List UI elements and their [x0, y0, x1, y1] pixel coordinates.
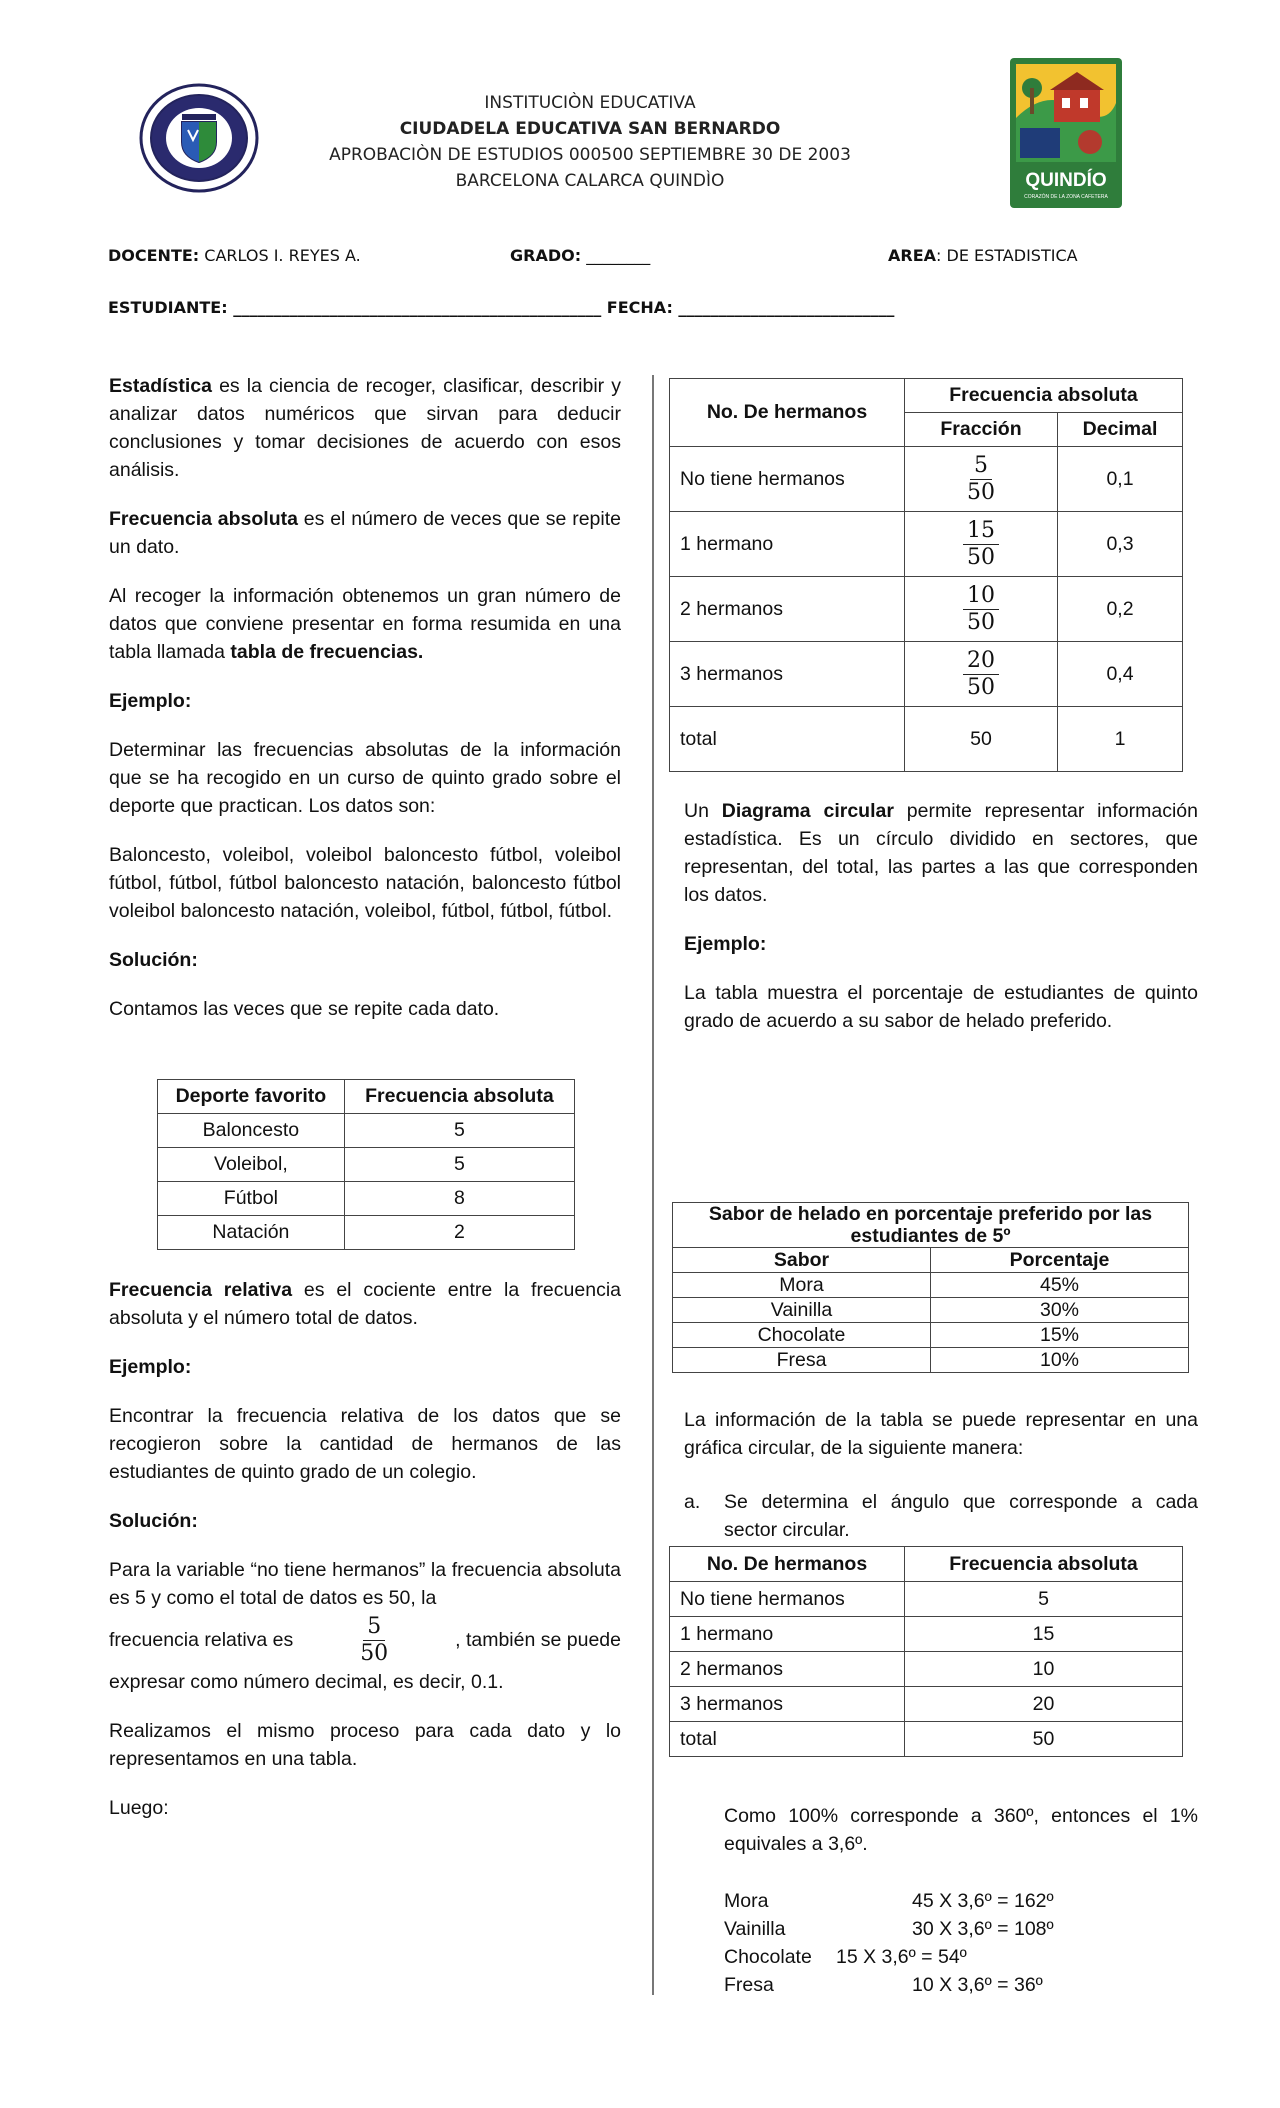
quindio-logo-wordmark: QUINDÍO: [1025, 170, 1107, 191]
table-cell: 20: [905, 1687, 1183, 1722]
calc-expr: 45 X 3,6º = 162º: [912, 1890, 1054, 1912]
calc-row-vainilla: [724, 1915, 785, 1943]
table-cell: [905, 577, 1058, 642]
area-value: : DE ESTADISTICA: [936, 246, 1078, 265]
calc-row-chocolate: [724, 1943, 812, 1971]
table-row: [673, 1298, 1189, 1323]
table-row: [670, 1617, 1183, 1652]
grado-field: [510, 246, 650, 265]
calc-label: Fresa: [724, 1974, 774, 1996]
def-estadistica: [109, 372, 621, 484]
column-divider: [652, 375, 654, 1995]
calc-expr-fresa: [912, 1971, 1043, 1999]
term-estadistica: Estadística: [109, 375, 212, 397]
table-header-cell: Porcentaje: [931, 1248, 1189, 1273]
table-header-cell: Frecuencia absoluta: [905, 1547, 1183, 1582]
header-line-3: APROBACIÒN DE ESTUDIOS 000500 SEPTIEMBRE 30 DE 2003: [329, 145, 851, 165]
def-estadistica-text: es la ciencia de recoger, clasificar, describir y analizar datos numéricos que sirvan para deducir conclusiones y tomar decisiones de acuerdo con esos análisis.: [109, 375, 621, 481]
table-cell: 0,4: [1058, 642, 1183, 707]
calc-row-mora: [724, 1887, 768, 1915]
fraction: [963, 583, 999, 636]
solucion-1-heading: [109, 946, 621, 974]
solucion-2-label: Solución:: [109, 1510, 198, 1532]
table-cell: 2 hermanos: [670, 1652, 905, 1687]
table-cell: 15%: [931, 1323, 1189, 1348]
table-row: [670, 577, 1183, 642]
institution-header: [300, 90, 880, 194]
ejemplo-3-label: Ejemplo:: [684, 933, 767, 955]
table-row: [670, 1722, 1183, 1757]
docente-field: [108, 246, 361, 265]
table-cell: [905, 642, 1058, 707]
table-cell: Voleibol,: [158, 1148, 345, 1182]
info-section: [684, 1406, 1198, 1462]
realizamos-text: Realizamos el mismo proceso para cada dato y lo representamos en una tabla.: [109, 1720, 621, 1770]
fraction-numerator: 15: [963, 518, 999, 545]
step-a-text: Se determina el ángulo que corresponde a cada sector circular.: [724, 1491, 1198, 1541]
table-header-cell: Decimal: [1058, 413, 1183, 447]
luego-text: Luego:: [109, 1797, 169, 1819]
table-cell: 0,3: [1058, 512, 1183, 577]
def-frecuencia-absoluta-text: es el número de veces que se repite un dato.: [109, 508, 621, 558]
diagrama-circular-section: [684, 797, 1198, 1035]
table-header-cell: Deporte favorito: [158, 1080, 345, 1114]
estudiante-field: [108, 298, 894, 317]
table-cell: 5: [344, 1148, 574, 1182]
info-text: La información de la tabla se puede representar en una gráfica circular, de la siguiente manera:: [684, 1409, 1198, 1459]
table-cell: Baloncesto: [158, 1114, 345, 1148]
fraction-denominator: 50: [967, 674, 995, 700]
fraction-numerator: 10: [963, 583, 999, 610]
table-header-row: [670, 1547, 1183, 1582]
table-row: [673, 1348, 1189, 1373]
calc-expr: 30 X 3,6º = 108º: [912, 1918, 1054, 1940]
table-row: [670, 1582, 1183, 1617]
calc-label: Chocolate: [724, 1946, 812, 1968]
table-header-cell: No. De hermanos: [670, 379, 905, 447]
fraction-numerator: 5: [363, 1614, 385, 1641]
calc-expr-mora: [912, 1887, 1054, 1915]
def-frecuencia-relativa: [109, 1276, 621, 1332]
ejemplo-3-heading: [684, 930, 1198, 958]
para-variable-line-2: [109, 1612, 621, 1668]
table-header-cell: Frecuencia absoluta: [344, 1080, 574, 1114]
fraction: [967, 453, 995, 506]
table-header-row: [673, 1203, 1189, 1248]
table-row: [158, 1182, 575, 1216]
estudiante-value: ______________________________________________: [233, 298, 602, 317]
def-diagrama-circular: [684, 797, 1198, 909]
ejemplo-2-text: Encontrar la frecuencia relativa de los datos que se recogieron sobre la cantidad de hermanos de las estudiantes de quinto grado de un colegio.: [109, 1405, 621, 1483]
left-column-bottom: [109, 1276, 621, 1822]
table-cell: 3 hermanos: [670, 642, 905, 707]
table-cell: 50: [905, 1722, 1183, 1757]
ejemplo-2-label: Ejemplo:: [109, 1356, 192, 1378]
table-cell: Natación: [158, 1216, 345, 1250]
table-header-cell: Fracción: [905, 413, 1058, 447]
fraction: [963, 518, 999, 571]
school-crest-logo: [138, 82, 260, 194]
calc-row-fresa: [724, 1971, 774, 1999]
table-cell: [905, 512, 1058, 577]
table-cell: 1 hermano: [670, 1617, 905, 1652]
table-cell: 30%: [931, 1298, 1189, 1323]
hermanos-fraction-table: [669, 378, 1183, 772]
def-frecuencia-relativa-text: es el cociente entre la frecuencia absoluta y el número total de datos.: [109, 1279, 621, 1329]
fraction-denominator: 50: [967, 479, 995, 505]
def-frecuencia-absoluta: [109, 505, 621, 561]
table-cell: 5: [905, 1582, 1183, 1617]
calc-label: Vainilla: [724, 1918, 786, 1940]
term-diagrama-circular: Diagrama circular: [721, 800, 894, 822]
para-variable-line-3: expresar como número decimal, es decir, 0.1.: [109, 1671, 504, 1693]
table-cell: 1: [1058, 707, 1183, 772]
table-cell: total: [670, 707, 905, 772]
grado-value: ________: [586, 246, 651, 265]
tambien-text: , también se puede: [455, 1629, 621, 1651]
step-a-marker: a.: [684, 1491, 701, 1513]
table-row: [673, 1323, 1189, 1348]
datos-list: Baloncesto, voleibol, voleibol baloncesto fútbol, voleibol fútbol, fútbol, fútbol baloncesto natación, baloncesto fútbol voleibol baloncesto natación, voleibol, fútbol, fútbol, fútbol.: [109, 844, 621, 922]
table-header-cell: Frecuencia absoluta: [905, 379, 1183, 413]
table-cell: 15: [905, 1617, 1183, 1652]
table-cell: 45%: [931, 1273, 1189, 1298]
term-tabla-frecuencias: tabla de frecuencias.: [230, 641, 424, 663]
calc-expr: 15 X 3,6º = 54º: [836, 1946, 967, 1968]
ejemplo-3-text: La tabla muestra el porcentaje de estudiantes de quinto grado de acuerdo a su sabor de helado preferido.: [684, 982, 1198, 1032]
term-frecuencia-relativa: Frecuencia relativa: [109, 1279, 293, 1301]
fraction-numerator: 5: [970, 453, 992, 480]
diag-pre-text: Un: [684, 800, 722, 822]
fraction-denominator: 50: [360, 1640, 389, 1666]
solucion-2-heading: [109, 1507, 621, 1535]
table-row: [670, 1652, 1183, 1687]
table-row: [670, 512, 1183, 577]
fraction-denominator: 50: [967, 544, 995, 570]
table-title-cell: Sabor de helado en porcentaje preferido por las estudiantes de 5º: [673, 1203, 1189, 1248]
intro-tabla-frecuencias: [109, 582, 621, 666]
docente-value: CARLOS I. REYES A.: [204, 246, 361, 265]
table-cell: Fútbol: [158, 1182, 345, 1216]
table-cell: 50: [905, 707, 1058, 772]
left-column-top: [109, 372, 621, 1023]
docente-label: DOCENTE:: [108, 246, 200, 265]
table-cell: 2 hermanos: [670, 577, 905, 642]
calc-expr: 10 X 3,6º = 36º: [912, 1974, 1043, 1996]
hermanos-frequency-table: [669, 1546, 1183, 1757]
header-line-4: BARCELONA CALARCA QUINDÌO: [455, 171, 725, 191]
helado-percentage-table: [672, 1202, 1189, 1373]
ejemplo-1-text: Determinar las frecuencias absolutas de la información que se ha recogido en un curso de quinto grado sobre el deporte que practican. Los datos son:: [109, 739, 621, 817]
calc-expr-vainilla: [912, 1915, 1054, 1943]
fraction: [963, 648, 999, 701]
table-header-cell: No. De hermanos: [670, 1547, 905, 1582]
table-row: [670, 707, 1183, 772]
table-cell: total: [670, 1722, 905, 1757]
quindio-logo-tagline: CORAZÓN DE LA ZONA CAFETERA: [1024, 194, 1108, 200]
table-header-row: [673, 1248, 1189, 1273]
fecha-label: FECHA:: [606, 298, 673, 317]
intro-text: Al recoger la información obtenemos un gran número de datos que conviene presentar en forma resumida en una tabla llamada: [109, 585, 621, 663]
area-label: AREA: [888, 246, 937, 265]
table-cell: 2: [344, 1216, 574, 1250]
table-row: [670, 642, 1183, 707]
como-section: [724, 1802, 1198, 1858]
table-header-cell: Sabor: [673, 1248, 931, 1273]
para-variable-line-1: Para la variable “no tiene hermanos” la frecuencia absoluta es 5 y como el total de datos es 50, la: [109, 1559, 621, 1609]
grado-label: GRADO:: [510, 246, 582, 265]
area-field: [888, 246, 1078, 265]
table-cell: Mora: [673, 1273, 931, 1298]
table-cell: No tiene hermanos: [670, 447, 905, 512]
fraction-5-50: [360, 1614, 388, 1667]
term-frecuencia-absoluta: Frecuencia absoluta: [109, 508, 298, 530]
table-row: [673, 1273, 1189, 1298]
calc-label: Mora: [724, 1890, 769, 1912]
table-cell: Vainilla: [673, 1298, 931, 1323]
table-cell: 3 hermanos: [670, 1687, 905, 1722]
table-row: [670, 1687, 1183, 1722]
quindio-logo: [1010, 58, 1122, 208]
header-line-2: CIUDADELA EDUCATIVA SAN BERNARDO: [399, 119, 781, 139]
ejemplo-1-label: Ejemplo:: [109, 690, 192, 712]
table-row: [670, 447, 1183, 512]
step-a: [684, 1488, 1198, 1544]
table-row: [158, 1114, 575, 1148]
calc-expr-chocolate: [836, 1943, 967, 1971]
table-cell: 10%: [931, 1348, 1189, 1373]
estudiante-label: ESTUDIANTE:: [108, 298, 228, 317]
contamos-text: Contamos las veces que se repite cada dato.: [109, 998, 500, 1020]
table-cell: 0,2: [1058, 577, 1183, 642]
table-cell: 0,1: [1058, 447, 1183, 512]
fraction-numerator: 20: [963, 648, 999, 675]
table-cell: 8: [344, 1182, 574, 1216]
solucion-1-label: Solución:: [109, 949, 198, 971]
table-header-row: [670, 379, 1183, 413]
ejemplo-2-heading: [109, 1353, 621, 1381]
frecuencia-relativa-es-text: frecuencia relativa es: [109, 1629, 294, 1651]
ejemplo-1-heading: [109, 687, 621, 715]
table-cell: Fresa: [673, 1348, 931, 1373]
header-line-1: INSTITUCIÒN EDUCATIVA: [484, 93, 696, 113]
table-cell: Chocolate: [673, 1323, 931, 1348]
fraction-denominator: 50: [967, 609, 995, 635]
def-diagrama-circular-text: permite representar información estadística. Es un círculo dividido en sectores, que representan, del total, las partes a las que corresponden los datos.: [684, 800, 1198, 906]
table-row: [158, 1216, 575, 1250]
table-cell: 1 hermano: [670, 512, 905, 577]
como-text: Como 100% corresponde a 360º, entonces el 1% equivales a 3,6º.: [724, 1805, 1198, 1855]
sport-frequency-table: [157, 1079, 575, 1250]
table-cell: [905, 447, 1058, 512]
fecha-value: ___________________________: [678, 298, 895, 317]
table-row: [158, 1148, 575, 1182]
table-cell: No tiene hermanos: [670, 1582, 905, 1617]
table-cell: 5: [344, 1114, 574, 1148]
table-cell: 10: [905, 1652, 1183, 1687]
table-header-row: [158, 1080, 575, 1114]
